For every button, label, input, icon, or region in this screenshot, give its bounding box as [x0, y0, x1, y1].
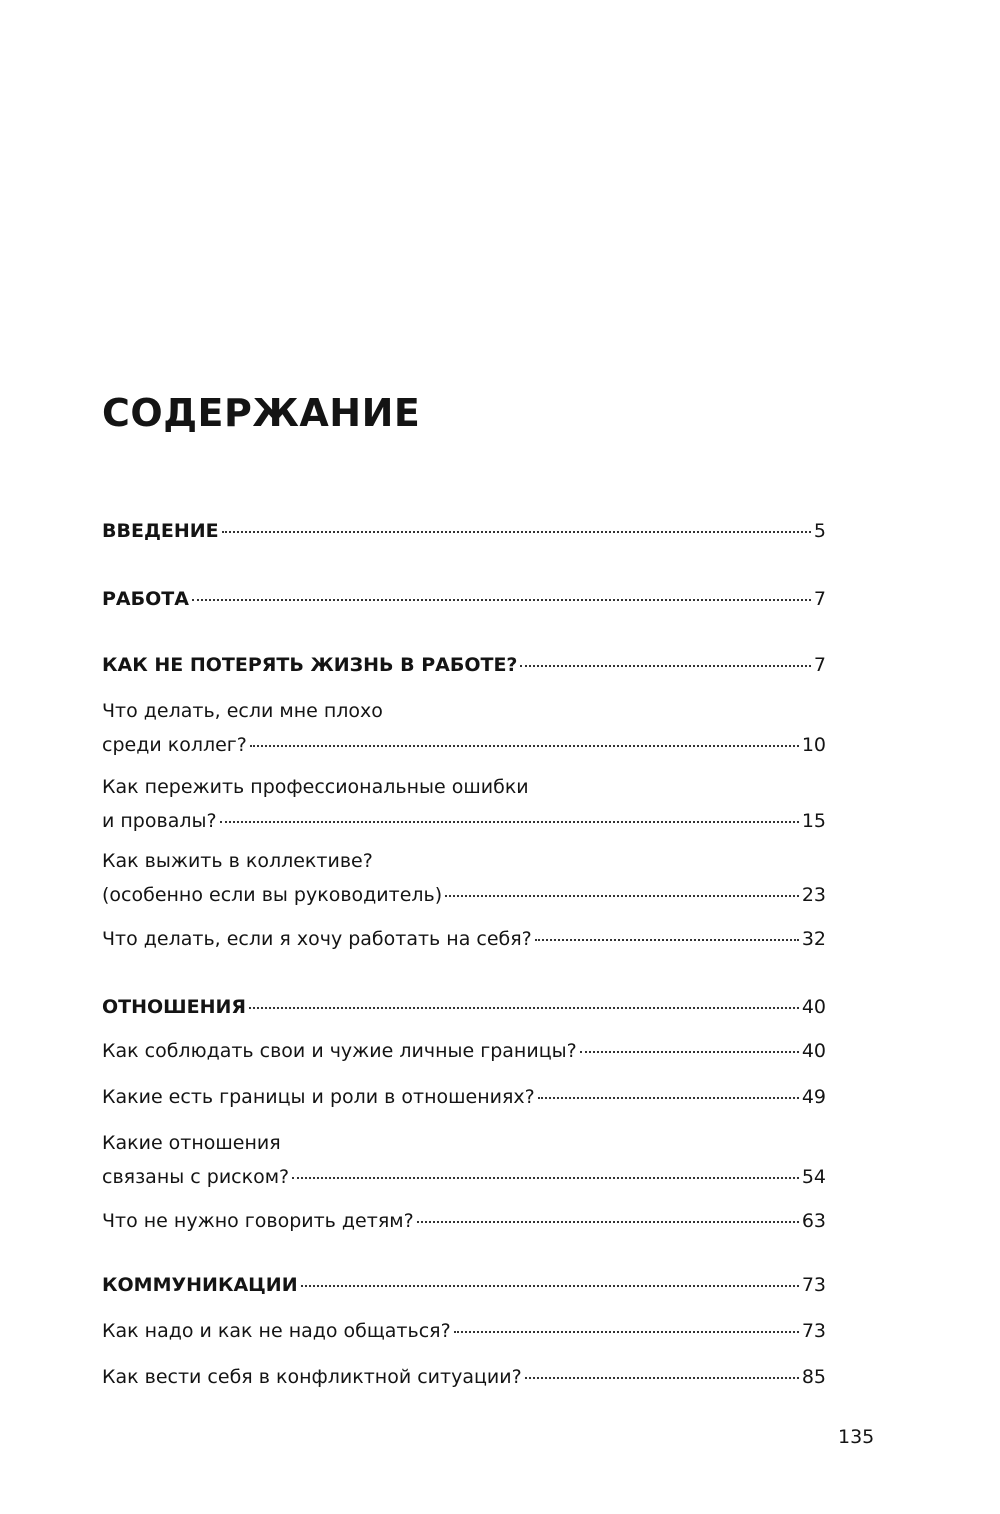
toc-entry-text: и провалы? — [102, 810, 217, 832]
toc-entry-risky-relationships[interactable] — [102, 1126, 826, 1194]
toc-entry-line1: Какие отношения — [102, 1132, 281, 1154]
toc-entry-line1: Что делать, если мне плохо — [102, 700, 383, 722]
toc-page-number: 32 — [801, 928, 826, 950]
toc-page-number: 5 — [813, 520, 826, 542]
toc-entry-text: ВВЕДЕНИЕ — [102, 520, 219, 542]
toc-page-number: 73 — [801, 1320, 826, 1342]
dot-leader — [445, 895, 799, 897]
toc-page-number: 10 — [801, 734, 826, 756]
toc-page-number: 85 — [801, 1366, 826, 1388]
toc-entry-text: Какие есть границы и роли в отношениях? — [102, 1086, 535, 1108]
dot-leader — [520, 665, 810, 667]
toc-page-number: 15 — [801, 810, 826, 832]
dot-leader — [301, 1285, 799, 1287]
page-title: СОДЕРЖАНИЕ — [102, 391, 421, 435]
toc-section-work[interactable] — [102, 582, 826, 616]
toc-entry-text: ОТНОШЕНИЯ — [102, 996, 247, 1018]
toc-entry-how-to-communicate[interactable] — [102, 1314, 826, 1348]
dot-leader — [220, 821, 799, 823]
toc-page-number: 40 — [801, 996, 826, 1018]
toc-entry-text: (особенно если вы руководитель) — [102, 884, 443, 906]
toc-entry-roles[interactable] — [102, 1080, 826, 1114]
toc-page-number: 54 — [801, 1166, 826, 1188]
dot-leader — [454, 1331, 799, 1333]
toc-section-intro[interactable] — [102, 514, 826, 548]
toc-page-number: 23 — [801, 884, 826, 906]
toc-entry-line1: Как пережить профессиональные ошибки — [102, 776, 529, 798]
toc-entry-text: КАК НЕ ПОТЕРЯТЬ ЖИЗНЬ В РАБОТЕ? — [102, 654, 518, 676]
toc-entry-text: КОММУНИКАЦИИ — [102, 1274, 298, 1296]
toc-section-communications[interactable] — [102, 1268, 826, 1302]
toc-entry-text: среди коллег? — [102, 734, 247, 756]
page-number: 135 — [838, 1426, 875, 1448]
toc-entry-text: Как соблюдать свои и чужие личные границы? — [102, 1040, 577, 1062]
toc-page-number: 63 — [801, 1210, 826, 1232]
toc-page-number: 73 — [801, 1274, 826, 1296]
dot-leader — [525, 1377, 799, 1379]
toc-entry-children[interactable] — [102, 1204, 826, 1238]
toc-entry-team[interactable] — [102, 844, 826, 912]
toc-page-number: 7 — [813, 654, 826, 676]
toc-entry-text: Что делать, если я хочу работать на себя? — [102, 928, 532, 950]
dot-leader — [249, 1007, 799, 1009]
toc-entry-line1: Как выжить в коллективе? — [102, 850, 373, 872]
toc-entry-text: Как вести себя в конфликтной ситуации? — [102, 1366, 522, 1388]
toc-entry-mistakes[interactable] — [102, 770, 826, 838]
toc-entry-text: связаны с риском? — [102, 1166, 290, 1188]
toc-page-number: 7 — [813, 588, 826, 610]
toc-entry-boundaries[interactable] — [102, 1034, 826, 1068]
toc-entry-colleagues[interactable] — [102, 694, 826, 762]
toc-entry-text: Как надо и как не надо общаться? — [102, 1320, 451, 1342]
dot-leader — [417, 1221, 799, 1223]
toc-page-number: 40 — [801, 1040, 826, 1062]
toc-entry-text: РАБОТА — [102, 588, 189, 610]
dot-leader — [292, 1177, 799, 1179]
dot-leader — [222, 531, 811, 533]
toc-entry-self-employed[interactable] — [102, 922, 826, 956]
toc-entry-conflict[interactable] — [102, 1360, 826, 1394]
toc-entry-text: Что не нужно говорить детям? — [102, 1210, 414, 1232]
dot-leader — [535, 939, 799, 941]
dot-leader — [192, 599, 811, 601]
toc-page-number: 49 — [801, 1086, 826, 1108]
toc-entry-life-in-work[interactable] — [102, 648, 826, 682]
dot-leader — [580, 1051, 799, 1053]
toc-section-relationships[interactable] — [102, 990, 826, 1024]
dot-leader — [250, 745, 799, 747]
dot-leader — [538, 1097, 799, 1099]
